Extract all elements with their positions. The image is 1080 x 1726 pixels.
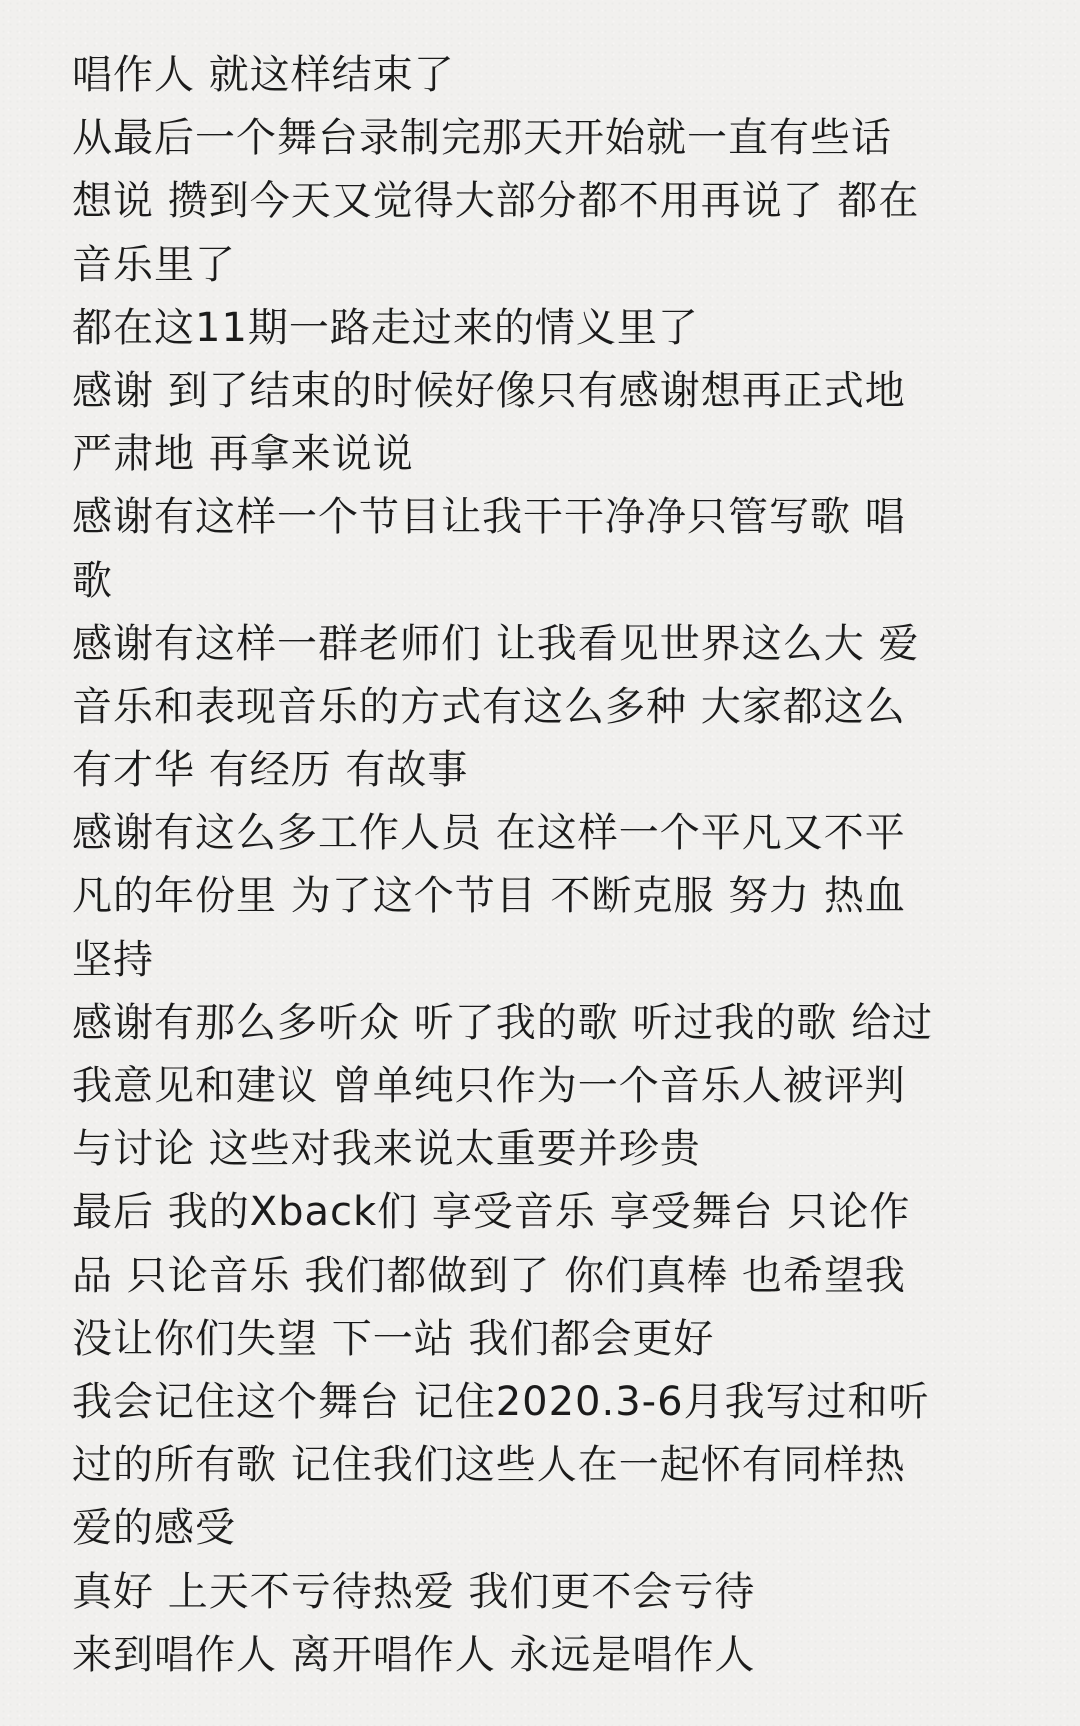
note-line: 来到唱作人 离开唱作人 永远是唱作人 bbox=[72, 1631, 756, 1678]
note-line: 过的所有歌 记住我们这些人在一起怀有同样热 bbox=[72, 1442, 906, 1489]
note-line: 有才华 有经历 有故事 bbox=[72, 747, 469, 794]
note-line: 坚持 bbox=[72, 936, 154, 983]
note-line: 音乐和表现音乐的方式有这么多种 大家都这么 bbox=[72, 683, 906, 730]
note-line: 从最后一个舞台录制完那天开始就一直有些话 bbox=[72, 115, 892, 162]
note-line: 想说 攒到今天又觉得大部分都不用再说了 都在 bbox=[72, 178, 920, 225]
note-line: 最后 我的Xback们 享受音乐 享受舞台 只论作 bbox=[72, 1189, 911, 1236]
note-line: 感谢有那么多听众 听了我的歌 听过我的歌 给过 bbox=[72, 999, 934, 1046]
note-line: 爱的感受 bbox=[72, 1505, 236, 1552]
note-body bbox=[72, 44, 1032, 1687]
note-line: 没让你们失望 下一站 我们都会更好 bbox=[72, 1315, 715, 1362]
note-line: 感谢 到了结束的时候好像只有感谢想再正式地 bbox=[72, 367, 906, 414]
note-line: 品 只论音乐 我们都做到了 你们真棒 也希望我 bbox=[72, 1252, 906, 1299]
note-line: 我意见和建议 曾单纯只作为一个音乐人被评判 bbox=[72, 1063, 906, 1109]
note-line: 凡的年份里 为了这个节目 不断克服 努力 热血 bbox=[72, 873, 906, 920]
note-line: 音乐里了 bbox=[72, 241, 236, 288]
note-line: 与讨论 这些对我来说太重要并珍贵 bbox=[72, 1126, 701, 1173]
note-line: 严肃地 再拿来说说 bbox=[72, 431, 414, 478]
note-line: 感谢有这样一个节目让我干干净净只管写歌 唱 bbox=[72, 494, 906, 541]
note-line: 感谢有这样一群老师们 让我看见世界这么大 爱 bbox=[72, 620, 920, 667]
note-line: 歌 bbox=[72, 557, 113, 604]
note-line: 我会记住这个舞台 记住2020.3-6月我写过和听 bbox=[72, 1378, 930, 1425]
note-line: 都在这11期一路走过来的情义里了 bbox=[72, 304, 699, 351]
note-line: 感谢有这么多工作人员 在这样一个平凡又不平 bbox=[72, 810, 906, 857]
note-line: 真好 上天不亏待热爱 我们更不会亏待 bbox=[72, 1568, 756, 1615]
note-line: 唱作人 就这样结束了 bbox=[72, 52, 455, 98]
